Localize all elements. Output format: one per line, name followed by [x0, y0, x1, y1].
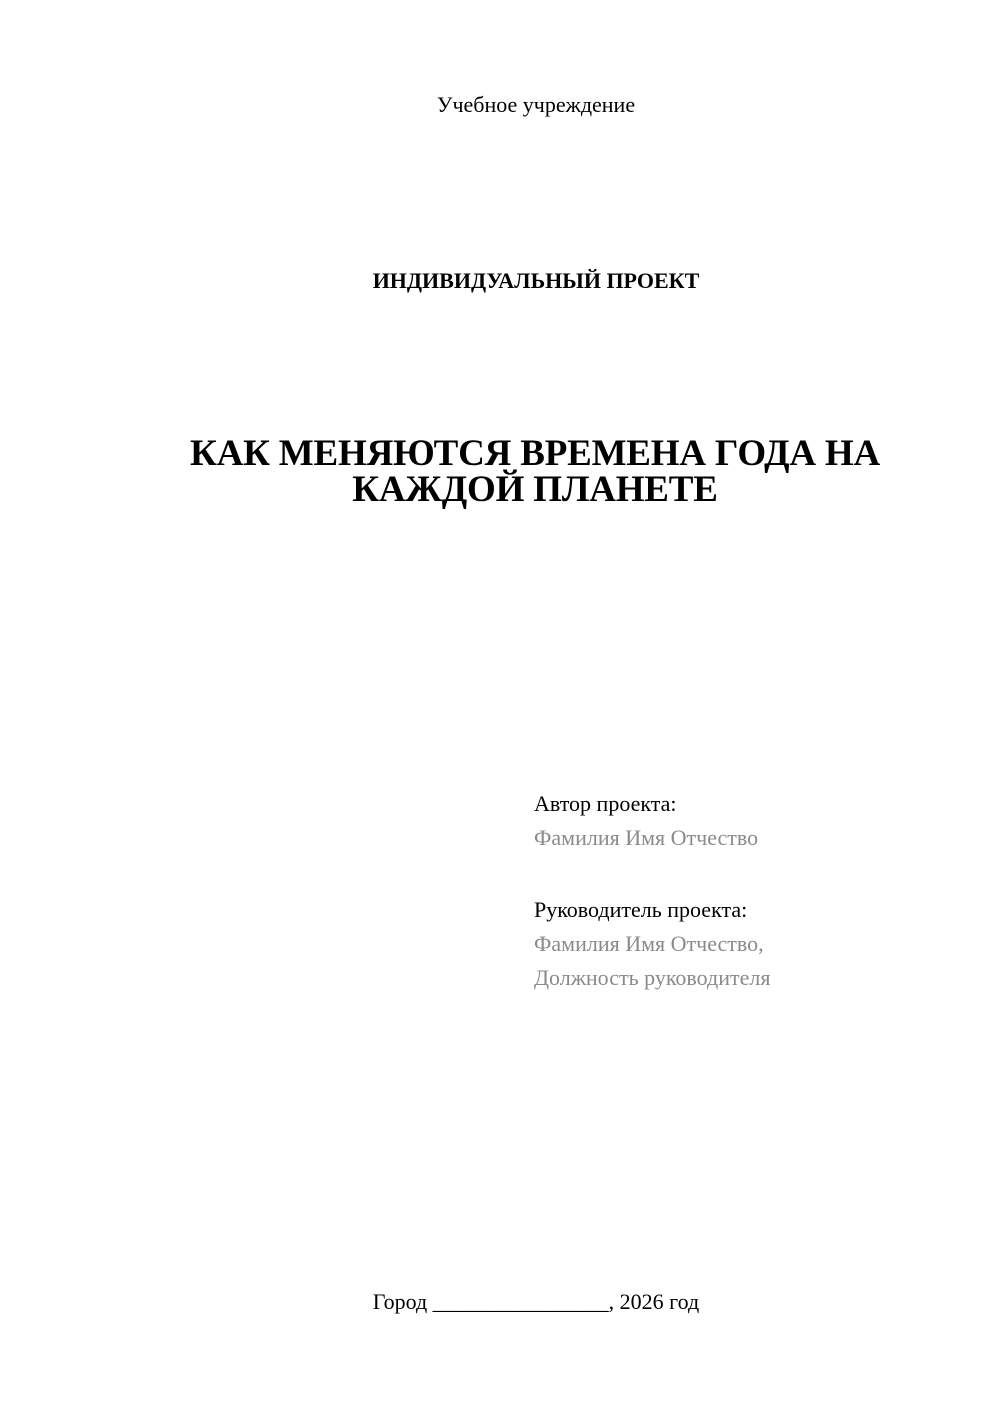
project-title — [150, 433, 920, 510]
project-title-line-2: КАЖДОЙ ПЛАНЕТЕ — [352, 469, 718, 510]
supervisor-name: Фамилия Имя Отчество, — [534, 931, 764, 956]
institution-name: Учебное учреждение — [436, 92, 636, 117]
supervisor-block — [534, 893, 974, 995]
document-type: ИНДИВИДУАЛЬНЫЙ ПРОЕКТ — [372, 268, 700, 293]
supervisor-position: Должность руководителя — [534, 965, 771, 990]
author-name: Фамилия Имя Отчество — [534, 825, 759, 850]
project-title-line-1: КАК МЕНЯЮТСЯ ВРЕМЕНА ГОДА НА — [189, 433, 881, 474]
supervisor-label: Руководитель проекта: — [534, 897, 748, 922]
author-block — [534, 787, 974, 855]
author-label: Автор проекта: — [534, 791, 677, 816]
city-year-footer: Город ________________, 2026 год — [372, 1289, 700, 1314]
